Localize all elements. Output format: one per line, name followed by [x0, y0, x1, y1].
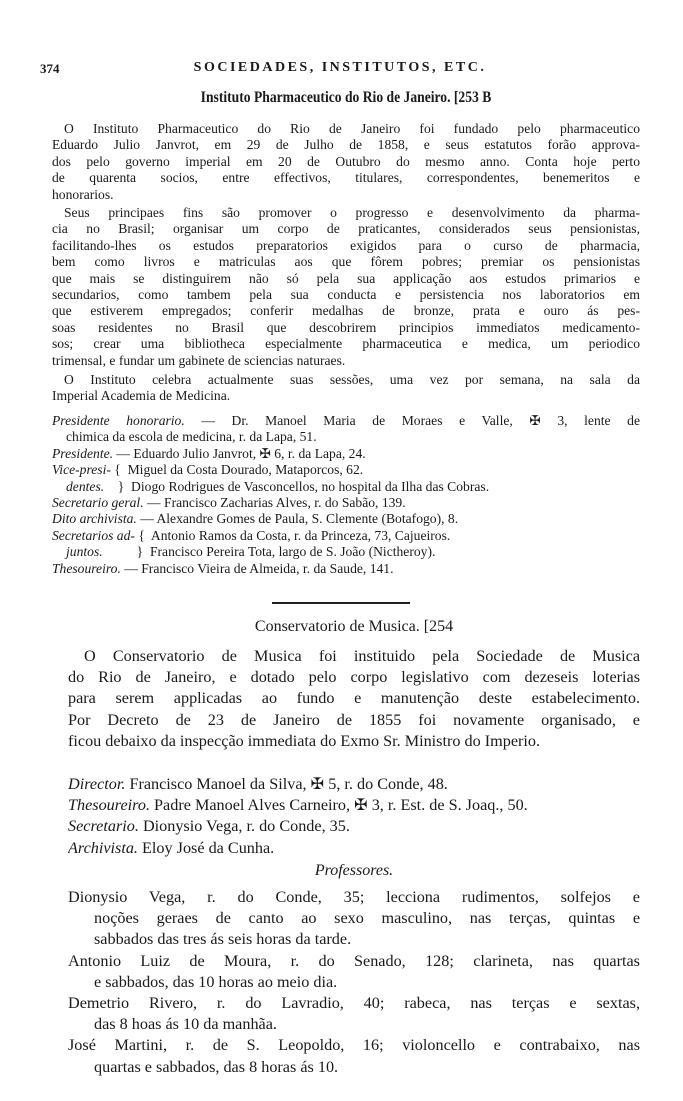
officer-role: dentes. [66, 478, 105, 494]
text-line: noções geraes de canto ao sexo masculino, nas terças, quintas e [94, 909, 640, 928]
officer-role: Presidente honorario. [52, 413, 185, 428]
officer-details: Dionysio Vega, r. do Conde, 35. [138, 817, 350, 836]
text-line: para serem applicadas ao fundo e manutenção deste estabelecimento. [68, 689, 640, 708]
officer-role: Secretarios ad- [52, 527, 135, 543]
text-line: O Instituto celebra actualmente suas sessões, uma vez por semana, na sala da [64, 372, 640, 387]
officer-details: } Francisco Pereira Tota, largo de S. João (Nictheroy). [102, 544, 436, 560]
paragraph-sessions [52, 372, 640, 405]
paragraph-foundation [52, 121, 640, 203]
text-line: e sabbados, das 10 horas ao meio dia. [94, 972, 338, 991]
officer-entry [68, 816, 640, 837]
text-line: O Conservatorio de Musica foi instituido pela Sociedade de Musica [84, 647, 640, 665]
professors-heading: Professores. [314, 862, 394, 879]
officer-role: Thesoureiro. [68, 796, 150, 815]
officer-details: — Francisco Zacharias Alves, r. do Sabão, 139. [143, 495, 406, 511]
officer-details: { Miguel da Costa Dourado, Mataporcos, 62. [110, 462, 364, 478]
officer-entry [52, 528, 640, 544]
officer-entry [52, 511, 640, 527]
officer-role: Director. [68, 775, 126, 793]
text-line: trimensal, e fundar um gabinete de sciencias naturaes. [52, 352, 346, 368]
text-line: que mais se distinguirem não só pela sua applicação aos estudos primarios e [52, 270, 640, 286]
text-line: Antonio Luiz de Moura, r. do Senado, 128; clarineta, nas quartas [68, 951, 640, 970]
officer-details: Eloy José da Cunha. [137, 838, 275, 857]
text-line: Demetrio Rivero, r. do Lavradio, 40; rabeca, nas terças e sextas, [68, 994, 640, 1013]
text-line: sabbados das tres ás seis horas da tarde. [94, 930, 352, 949]
officers-list-instituto [52, 413, 640, 577]
text-line: secundarios, como tambem pela sua conducta e persistencia nos laboratorios em [52, 287, 640, 303]
text-line: sos; crear uma bibliotheca especialmente pharmaceutica e medica, um periodico [52, 336, 640, 352]
officer-entry [52, 462, 640, 478]
officer-entry [68, 795, 640, 816]
officers-list-conservatorio [68, 774, 640, 859]
text-line: de quarenta socios, entre effectivos, titulares, correspondentes, benemeritos e [52, 170, 640, 186]
professor-entry [68, 887, 640, 951]
text-line: bem como livros e matriculas aos que fôrem pobres; premiar os pensionistas [52, 254, 640, 270]
officer-role: Vice-presi- [52, 462, 111, 478]
text-line: quartas e sabbados, das 8 horas ás 10. [94, 1057, 339, 1076]
officer-details: chimica da escola de medicina, r. da Lapa, 51. [66, 429, 317, 445]
text-line: José Martini, r. de S. Leopoldo, 16; violoncello e contrabaixo, nas [68, 1036, 640, 1055]
officer-role: Presidente. [52, 445, 114, 461]
officer-details: — Francisco Vieira de Almeida, r. da Saude, 141. [120, 560, 394, 576]
text-line: do Rio de Janeiro, e dotado pelo corpo legislativo com dezeseis loterias [68, 668, 640, 687]
paragraph-conservatorio [68, 646, 640, 752]
section-title-conservatorio: Conservatorio de Musica. [254 [254, 618, 454, 635]
officer-details: — Dr. Manoel Maria de Moraes e Valle, ✠ 3, lente de [184, 413, 640, 428]
text-line: facilitando-lhes os estudos preparatorios exigidos para o curso de pharmacia, [52, 237, 640, 253]
officer-entry [68, 774, 640, 795]
officer-entry [68, 838, 640, 859]
professor-entry [68, 1035, 640, 1077]
officer-role: Secretario. [68, 817, 139, 836]
officer-role: juntos. [66, 544, 103, 560]
officer-details: Padre Manoel Alves Carneiro, ✠ 3, r. Est. de S. Joaq., 50. [150, 796, 528, 815]
text-line: O Instituto Pharmaceutico do Rio de Janeiro foi fundado pelo pharmaceutico [64, 121, 640, 136]
section-divider [272, 602, 410, 604]
text-line: Por Decreto de 23 de Janeiro de 1855 foi novamente organisado, e [68, 710, 640, 729]
officer-details: { Antonio Ramos da Costa, r. da Princeza, 73, Cajueiros. [134, 527, 451, 543]
officer-role: Dito archivista. [52, 511, 137, 527]
text-line: Seus principaes fins são promover o progresso e desenvolvimento da pharma- [64, 205, 640, 220]
officer-details: — Eduardo Julio Janvrot, ✠ 6, r. da Lapa, 24. [113, 445, 366, 461]
officer-entry [52, 429, 640, 445]
text-line: ficou debaixo da inspecção immediata do Exmo Sr. Ministro do Imperio. [68, 731, 541, 750]
officer-details: } Diogo Rodrigues de Vasconcellos, no hospital da Ilha das Cobras. [104, 478, 490, 494]
text-line: soas residentes no Brasil que descobrirem principios immediatos medicamento- [52, 319, 640, 335]
officer-role: Secretario geral. [52, 495, 144, 511]
text-line: Dionysio Vega, r. do Conde, 35; lecciona rudimentos, solfejos e [68, 888, 640, 906]
text-line: honorarios. [52, 186, 114, 202]
text-line: cia no Brasil; organisar um corpo de praticantes, considerados seus pensionistas, [52, 221, 640, 237]
officer-entry [52, 479, 640, 495]
officer-role: Archivista. [68, 838, 138, 857]
text-line: dos pelo governo imperial em 20 de Outubro do mesmo anno. Conta hoje perto [52, 153, 640, 169]
page-number: 374 [40, 61, 60, 76]
text-line: Imperial Academia de Medicina. [52, 388, 231, 404]
officer-details: Francisco Manoel da Silva, ✠ 5, r. do Conde, 48. [125, 775, 448, 793]
professor-entry [68, 951, 640, 993]
section-title-instituto: Instituto Pharmaceutico do Rio de Janeiro. [253 B [200, 89, 492, 106]
text-line: Eduardo Julio Janvrot, em 29 de Julho de 1858, e seus estatutos forão approva- [52, 137, 640, 153]
officer-entry [52, 413, 640, 429]
professors-list [68, 887, 640, 1078]
officer-entry [52, 561, 640, 577]
officer-entry [52, 495, 640, 511]
officer-role: Thesoureiro. [52, 560, 121, 576]
text-line: que estiverem empregados; conferir medalhas de bronze, prata e ouro ás pes- [52, 303, 640, 319]
officer-entry [52, 446, 640, 462]
text-line: das 8 hoas ás 10 da manhãa. [94, 1015, 277, 1034]
paragraph-aims [52, 205, 640, 369]
professor-entry [68, 993, 640, 1035]
officer-details: — Alexandre Gomes de Paula, S. Clemente (Botafogo), 8. [136, 511, 459, 527]
officer-entry [52, 544, 640, 560]
running-title: SOCIEDADES, INSTITUTOS, ETC. [193, 60, 487, 75]
